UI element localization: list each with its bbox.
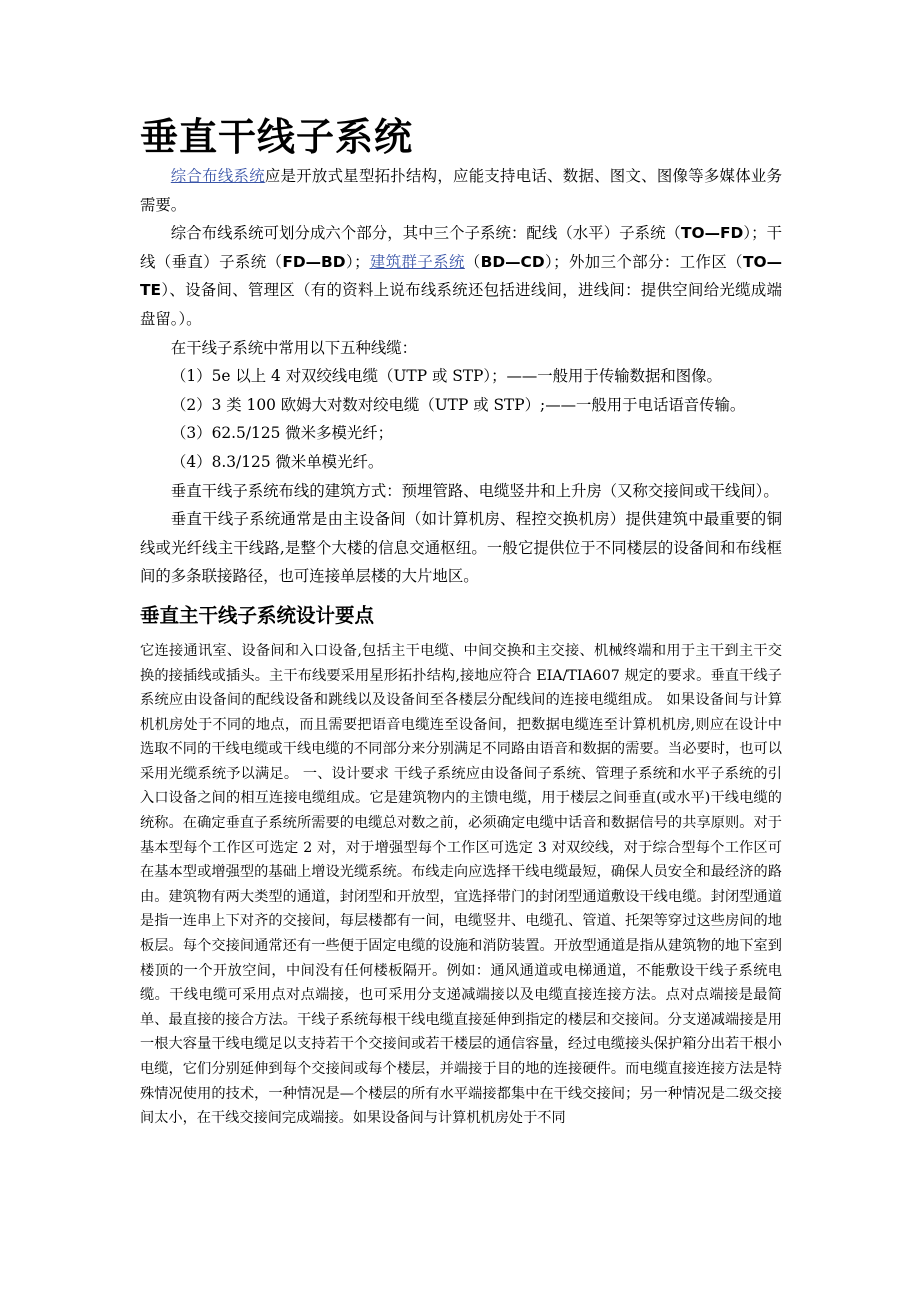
intro-text: 应是开放式星型拓扑结构，应能支持电话、数据、图文、图像等多媒体业务需要。	[140, 167, 782, 214]
p2-bold-2: FD—BD	[282, 252, 346, 271]
link-campus-subsystem[interactable]: 建筑群子系统	[369, 252, 465, 271]
intro-paragraph	[140, 162, 782, 219]
p2-text-1: 综合布线系统可划分成六个部分，其中三个子系统：配线（水平）子系统（	[170, 224, 682, 243]
cable-types-intro: 在干线子系统中常用以下五种线缆：	[170, 338, 418, 357]
p2-bold-4: TO—TE	[140, 252, 782, 300]
section-heading: 垂直主干线子系统设计要点	[140, 603, 375, 627]
p2-text-6: ）、设备间、管理区（有的资料上说布线系统还包括进线间，进线间：提供空间给光缆成端盘留。）。	[140, 281, 782, 328]
p2-text-3: ）；	[345, 252, 370, 271]
document-page	[140, 112, 782, 1131]
list-item: （2）3 类 100 欧姆大对数对绞电缆（UTP 或 STP）;——一般用于电话语音传输。	[171, 395, 746, 414]
backbone-description-paragraph: 垂直干线子系统通常是由主设备间（如计算机房、程控交换机房）提供建筑中最重要的铜线或光纤线主干线路,是整个大楼的信息交通枢纽。一般它提供位于不同楼层的设备间和布线框间的多条联接路径，也可连接单层楼的大片地区。	[140, 510, 782, 586]
list-item: （4）8.3/125 微米单模光纤。	[171, 452, 384, 471]
p2-text-4: （	[464, 252, 481, 271]
p2-bold-1: TO—FD	[681, 224, 744, 243]
building-methods-paragraph: 垂直干线子系统布线的建筑方式：预埋管路、电缆竖井和上升房（又称交接间或干线间）。	[170, 481, 779, 500]
list-item: （1）5e 以上 4 对双绞线电缆（UTP 或 STP）；——一般用于传输数据和图像。	[171, 367, 722, 386]
design-points-body: 它连接通讯室、设备间和入口设备,包括主干电缆、中间交换和主交接、机械终端和用于主干到主干交换的接插线或插头。主干布线要采用星形拓扑结构,接地应符合 EIA/TIA607 规定的要求。垂直干线子系统应由设备间的配线设备和跳线以及设备间至各楼层分配线间的连接电缆组成。 如果设备间与计算机机房处于不同的地点，而且需要把语音电缆连至设备间，把数据电缆连至计算机机房,则应在设计中选取不同的干线电缆或干线电缆的不同部分来分别满足不同路由语音和数据的需要。当必要时，也可以采用光缆系统予以满足。 一、设计要求 干线子系统应由设备间子系统、管理子系统和水平子系统的引入口设备之间的相互连接电缆组成。它是建筑物内的主馈电缆，用于楼层之间垂直(或水平)干线电缆的统称。在确定垂直子系统所需要的电缆总对数之前，必须确定电缆中话音和数据信号的共享原则。对于基本型每个工作区可选定 2 对，对于增强型每个工作区可选定 3 对双绞线，对于综合型每个工作区可在基本型或增强型的基础上增设光缆系统。布线走向应选择干线电缆最短，确保人员安全和最经济的路由。建筑物有两大类型的通道，封闭型和开放型，宜选择带门的封闭型通道敷设干线电缆。封闭型通道是指一连串上下对齐的交接间，每层楼都有一间，电缆竖井、电缆孔、管道、托架等穿过这些房间的地板层。每个交接间通常还有一些便于固定电缆的设施和消防装置。开放型通道是指从建筑物的地下室到楼顶的一个开放空间，中间没有任何楼板隔开。例如：通风通道或电梯通道，不能敷设干线子系统电缆。干线电缆可采用点对点端接，也可采用分支递减端接以及电缆直接连接方法。点对点端接是最简单、最直接的接合方法。干线子系统每根干线电缆直接延伸到指定的楼层和交接间。分支递减端接是用一根大容量干线电缆足以支持若干个交接间或若干楼层的通信容量，经过电缆接头保护箱分出若干根小电缆，它们分别延伸到每个交接间或每个楼层，并端接于目的地的连接硬件。而电缆直接连接方法是特殊情况使用的技术，一种情况是—个楼层的所有水平端接都集中在干线交接间；另一种情况是二级交接间太小，在干线交接间完成端接。如果设备间与计算机机房处于不同	[140, 642, 782, 1127]
p2-text-2: ）；干线（垂直）子系统（	[140, 224, 782, 271]
p2-bold-3: BD—CD	[480, 252, 545, 271]
link-integrated-cabling[interactable]: 综合布线系统	[170, 167, 265, 185]
page-title: 垂直干线子系统	[140, 115, 414, 159]
p2-text-5: ）；外加三个部分：工作区（	[544, 252, 743, 271]
subsystems-paragraph	[140, 219, 782, 333]
list-item: （3）62.5/125 微米多模光纤；	[171, 424, 394, 443]
